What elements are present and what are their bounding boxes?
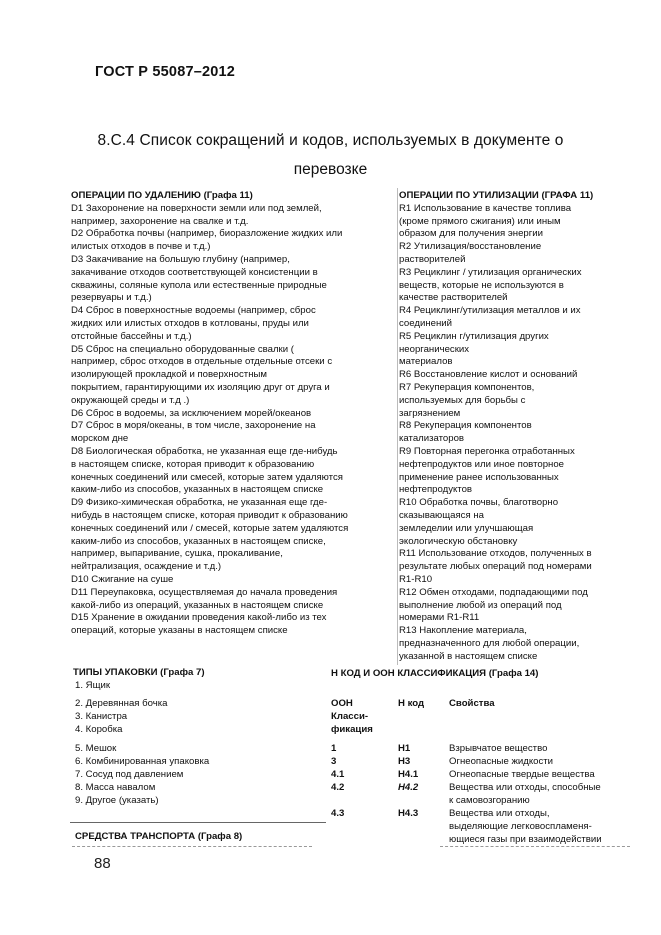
recovery-line: качестве растворителей bbox=[399, 292, 508, 304]
recovery-line: применение ранее использованных bbox=[399, 471, 559, 483]
disposal-line: илистых отходов в почве и т.д.) bbox=[71, 241, 211, 253]
oon-class: 3 bbox=[331, 756, 337, 767]
recovery-line: R8 Рекуперация компонентов bbox=[399, 420, 532, 432]
disposal-line: D9 Физико-химическая обработка, не указанная еще где- bbox=[71, 497, 328, 509]
disposal-line: D4 Сброс в поверхностные водоемы (например, сброс bbox=[71, 305, 316, 317]
recovery-line: R9 Повторная перегонка отработанных bbox=[399, 445, 575, 457]
oon-class: 4.2 bbox=[331, 782, 345, 793]
disposal-line: жидких или илистых отходов в котлованы, пруды или bbox=[71, 317, 309, 329]
disposal-line: нейтрализация, осаждение и т.д.) bbox=[71, 561, 222, 573]
recovery-line: R13 Накопление материала, bbox=[399, 625, 527, 637]
recovery-line: используемых для борьбы с bbox=[399, 394, 526, 406]
recovery-line: R6 Восстановление кислот и оснований bbox=[399, 369, 578, 381]
disposal-line: изолирующей прокладкой и поверхностным bbox=[71, 369, 267, 381]
recovery-heading: ОПЕРАЦИИ ПО УТИЛИЗАЦИИ (ГРАФА 11) bbox=[399, 190, 594, 201]
recovery-line: веществ, которые не используются в bbox=[399, 279, 564, 291]
recovery-line: образом для получения энергии bbox=[399, 228, 543, 240]
recovery-line: предназначенного для любой операции, bbox=[399, 637, 580, 649]
packaging-item: 2. Деревянная бочка bbox=[75, 698, 168, 709]
h-code: Н4.2 bbox=[398, 782, 419, 793]
page-number: 88 bbox=[94, 855, 111, 872]
oon-class: 4.3 bbox=[331, 808, 345, 819]
recovery-line: катализаторов bbox=[399, 433, 465, 445]
recovery-line: сказывающаяся на bbox=[399, 509, 484, 521]
packaging-item: 8. Масса навалом bbox=[75, 782, 156, 793]
property: ющиеся газы при взаимодействии bbox=[449, 834, 602, 845]
oon-class: 1 bbox=[331, 743, 337, 754]
h-code: Н4.1 bbox=[398, 769, 419, 780]
recovery-line: R12 Обмен отходами, подпадающими под bbox=[399, 586, 588, 598]
oon-column-header: ООН bbox=[331, 698, 353, 709]
packaging-item: 9. Другое (указать) bbox=[75, 795, 159, 806]
disposal-line: D8 Биологическая обработка, не указанная еще где-нибудь bbox=[71, 445, 338, 457]
disposal-line: например, выпаривание, сушка, прокаливание, bbox=[71, 548, 283, 560]
property: Вещества или отходы, bbox=[449, 808, 550, 819]
recovery-line: выполнение любой из операций под bbox=[399, 599, 562, 611]
disposal-line: каким-либо из способов, указанных в настоящем списке, bbox=[71, 535, 326, 547]
packaging-heading: ТИПЫ УПАКОВКИ (Графа 7) bbox=[73, 667, 205, 678]
disposal-line: D7 Сброс в моря/океаны, в том числе, захоронение на bbox=[71, 420, 316, 432]
property: выделяющие легковоспламеня- bbox=[449, 821, 592, 832]
property: Огнеопасные жидкости bbox=[449, 756, 554, 767]
disposal-line: D3 Закачивание на большую глубину (например, bbox=[71, 253, 290, 265]
recovery-line: соединений bbox=[399, 317, 452, 329]
disposal-line: каким-либо из способов, указанных в настоящем списке bbox=[71, 484, 324, 496]
recovery-line: указанной в настоящем списке bbox=[399, 650, 538, 662]
recovery-operations bbox=[399, 190, 631, 663]
disposal-line: D2 Обработка почвы (например, биоразложение жидких или bbox=[71, 228, 343, 240]
recovery-line: R1-R10 bbox=[399, 573, 433, 585]
cut-line bbox=[440, 846, 630, 847]
disposal-line: резервуары и т.д.) bbox=[71, 292, 152, 304]
cut-line bbox=[72, 846, 312, 847]
packaging-item: 6. Комбинированная упаковка bbox=[75, 756, 210, 767]
disposal-line: покрытием, гарантирующими их изоляцию друг от друга и bbox=[71, 381, 330, 393]
oon-column-header: фикация bbox=[331, 724, 373, 735]
property: к самовозгоранию bbox=[449, 795, 530, 806]
recovery-line: земледелии или улучшающая bbox=[399, 522, 534, 534]
disposal-line: закачивание отходов соответствующей консистенции в bbox=[71, 266, 318, 278]
packaging-types bbox=[73, 667, 205, 679]
classification-heading: Н КОД И ООН КЛАССИФИКАЦИЯ (Графа 14) bbox=[331, 668, 539, 679]
disposal-line: отстойные бассейны и т.д.) bbox=[71, 330, 192, 342]
property: Вещества или отходы, способные bbox=[449, 782, 601, 793]
hcode-column-header: Н код bbox=[398, 698, 425, 709]
recovery-line: загрязнением bbox=[399, 407, 461, 419]
recovery-line: R11 Использование отходов, полученных в bbox=[399, 548, 592, 560]
recovery-line: неорганических bbox=[399, 343, 470, 355]
disposal-line: D10 Сжигание на суше bbox=[71, 573, 174, 585]
section-title-line1: 8.С.4 Список сокращений и кодов, используемых в документе о bbox=[97, 132, 564, 149]
disposal-line: операций, которые указаны в настоящем списке bbox=[71, 625, 288, 637]
standard-number: ГОСТ Р 55087–2012 bbox=[95, 64, 236, 80]
packaging-item: 5. Мешок bbox=[75, 743, 117, 754]
oon-class: 4.1 bbox=[331, 769, 345, 780]
disposal-line: D11 Переупаковка, осуществляемая до начала проведения bbox=[71, 586, 338, 598]
recovery-line: (кроме прямого сжигания) или иным bbox=[399, 215, 561, 227]
recovery-line: экологическую обстановку bbox=[399, 535, 518, 547]
properties-column-header: Свойства bbox=[449, 698, 495, 709]
recovery-line: нефтепродуктов или иное повторное bbox=[399, 458, 564, 470]
disposal-line: нибудь в настоящем списке, которая приводит к образованию bbox=[71, 509, 348, 521]
packaging-item: 7. Сосуд под давлением bbox=[75, 769, 184, 780]
disposal-line: конечных соединений или / смесей, которые затем удаляются bbox=[71, 522, 349, 534]
recovery-line: R7 Рекуперация компонентов, bbox=[399, 381, 535, 393]
recovery-line: результате любых операций под номерами bbox=[399, 561, 592, 573]
disposal-line: морском дне bbox=[71, 433, 129, 445]
disposal-line: D15 Хранение в ожидании проведения какой-либо из тех bbox=[71, 612, 327, 624]
recovery-line: нефтепродуктов bbox=[399, 484, 473, 496]
recovery-line: R1 Использование в качестве топлива bbox=[399, 202, 572, 214]
property: Огнеопасные твердые вещества bbox=[449, 769, 595, 780]
disposal-line: например, захоронение на свалке и т.д. bbox=[71, 215, 249, 227]
recovery-line: материалов bbox=[399, 356, 453, 368]
recovery-line: R10 Обработка почвы, благотворно bbox=[399, 497, 559, 509]
recovery-list bbox=[399, 203, 631, 664]
disposal-line: например, сброс отходов в отдельные отдельные отсеки с bbox=[71, 356, 333, 368]
disposal-line: D6 Сброс в водоемы, за исключением морей/океанов bbox=[71, 407, 312, 419]
disposal-line: конечных соединений или смесей, которые затем удаляются bbox=[71, 471, 343, 483]
property: Взрывчатое вещество bbox=[449, 743, 548, 754]
recovery-line: номерами R1-R11 bbox=[399, 612, 480, 624]
h-code: Н4.3 bbox=[398, 808, 419, 819]
recovery-line: R3 Рециклинг / утилизация органических bbox=[399, 266, 582, 278]
disposal-heading: ОПЕРАЦИИ ПО УДАЛЕНИЮ (Графа 11) bbox=[71, 190, 253, 201]
recovery-line: R2 Утилизация/восстановление bbox=[399, 241, 542, 253]
transport-heading: СРЕДСТВА ТРАНСПОРТА (Графа 8) bbox=[75, 831, 243, 842]
disposal-list bbox=[71, 203, 399, 638]
recovery-line: R4 Рециклинг/утилизация металлов и их bbox=[399, 305, 581, 317]
disposal-line: какой-либо из операций, указанных в настоящем списке bbox=[71, 599, 324, 611]
separator-line bbox=[70, 822, 326, 823]
disposal-operations bbox=[71, 190, 399, 638]
recovery-line: R5 Рециклин г/утилизация других bbox=[399, 330, 549, 342]
disposal-line: в настоящем списке, которая приводит к образованию bbox=[71, 458, 315, 470]
disposal-line: скважины, соляные купола или естественные природные bbox=[71, 279, 327, 291]
section-title-line2: перевозке bbox=[293, 161, 368, 178]
recovery-line: растворителей bbox=[399, 253, 466, 265]
h-code: Н1 bbox=[398, 743, 411, 754]
disposal-line: D1 Захоронение на поверхности земли или под землей, bbox=[71, 202, 322, 214]
packaging-item: 1. Ящик bbox=[75, 680, 111, 691]
packaging-item: 3. Канистра bbox=[75, 711, 128, 722]
packaging-item: 4. Коробка bbox=[75, 724, 123, 735]
h-code: Н3 bbox=[398, 756, 411, 767]
disposal-line: окружающей среды и т.д .) bbox=[71, 394, 190, 406]
disposal-line: D5 Сброс на специально оборудованные свалки ( bbox=[71, 343, 294, 355]
oon-column-header: Класси- bbox=[331, 711, 369, 722]
